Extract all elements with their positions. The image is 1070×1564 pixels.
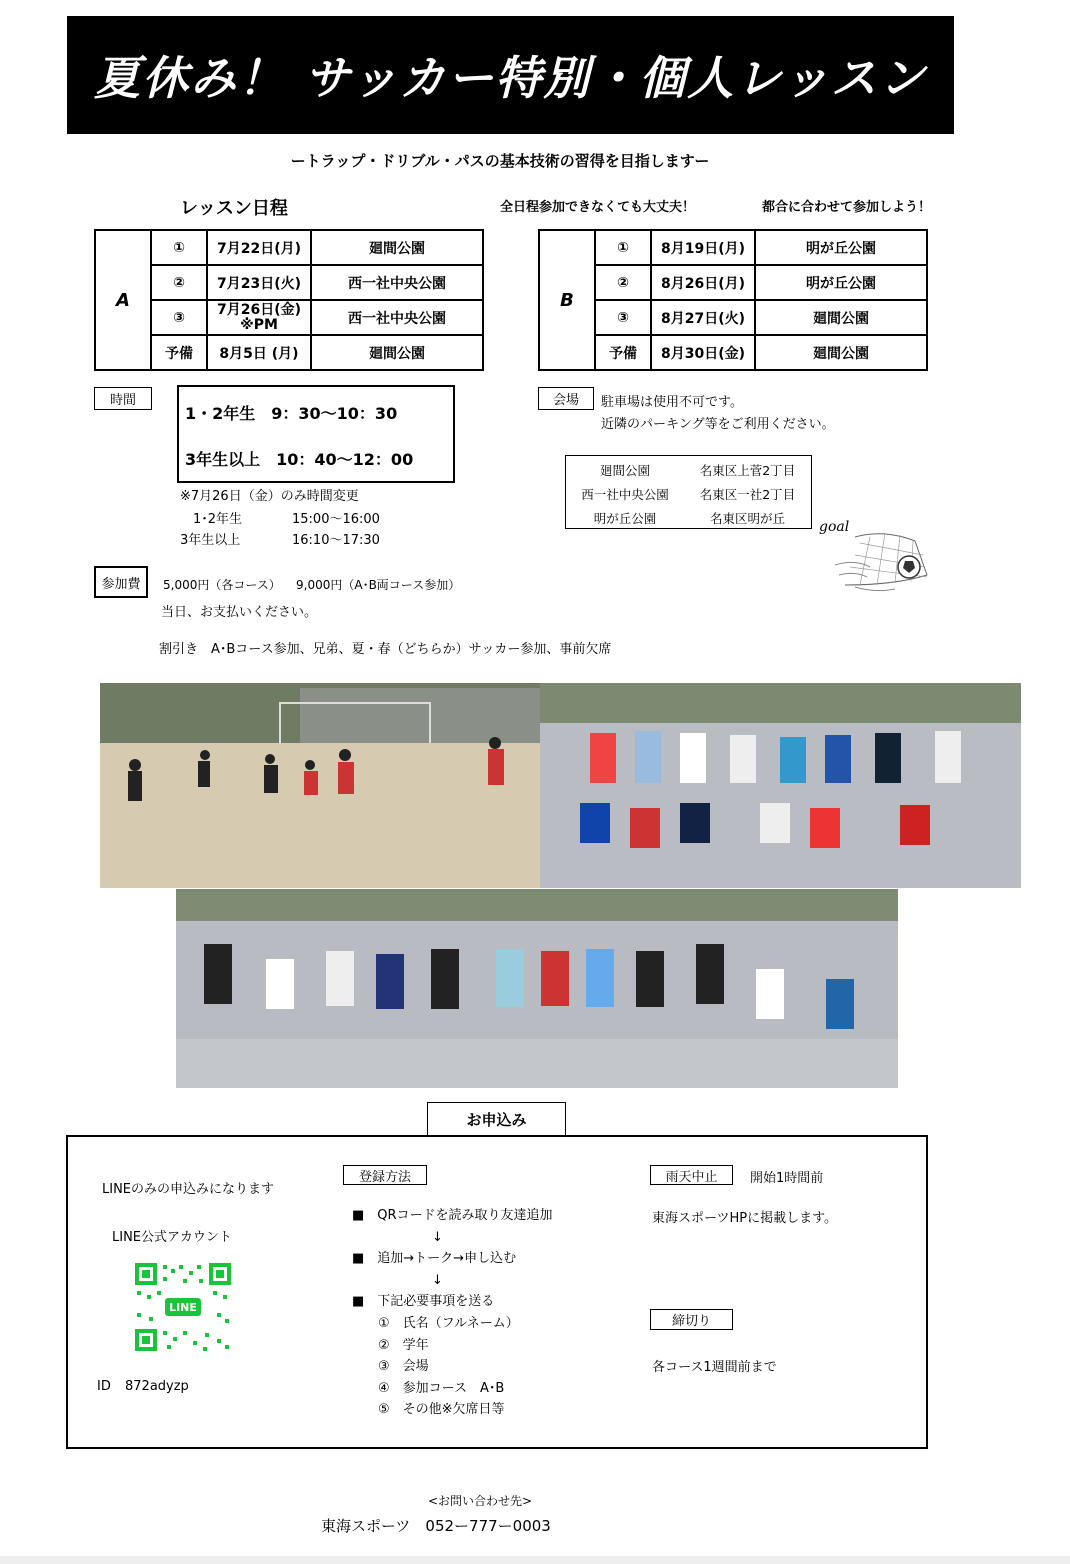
method-steps [352, 1205, 553, 1421]
photo-practice-game [100, 683, 540, 888]
apply-title: お申込み [427, 1102, 566, 1136]
venue-label: 会場 [538, 387, 594, 410]
course-a-date-1: 7月22日(月) [207, 230, 311, 265]
course-b-table [538, 229, 928, 371]
time-change-time-1: 15:00～16:00 [292, 512, 380, 527]
course-a-no-3: ③ [151, 300, 207, 335]
step-2: ■ 追加→トーク→申し込む [352, 1251, 517, 1267]
apply-line-account: LINE公式アカウント [112, 1230, 232, 1245]
apply-id-label: ID [97, 1379, 111, 1394]
fee-label: 参加費 [94, 566, 148, 598]
time-line-1: 1・2年生 9：30～10：30 [185, 404, 398, 423]
schedule-heading: レッスン日程 [180, 198, 288, 219]
required-item-4: ④ 参加コース A･B [378, 1380, 505, 1396]
deadline-label: 締切り [650, 1309, 733, 1330]
required-item-5: ⑤ その他※欠席日等 [378, 1402, 505, 1418]
qr-line-label: LINE [165, 1298, 201, 1316]
fee-price-1: 5,000円（各コース） [163, 578, 281, 592]
time-change-note: ※7月26日（金）のみ時間変更 [180, 489, 359, 504]
venue-note-2: 近隣のパーキング等をご利用ください。 [601, 417, 835, 432]
subtitle: ートラップ・ドリブル・パスの基本技術の習得を目指しますー [290, 152, 710, 170]
time-line-2: 3年生以上 10：40～12：00 [185, 450, 414, 469]
venue-park-1: 廻間公園 [599, 463, 650, 478]
course-a-no-4: 予備 [151, 335, 207, 370]
venue-address-2: 名東区一社2丁目 [699, 487, 796, 502]
contact-name-phone: 東海スポーツ 052ー777ー0003 [321, 1517, 551, 1535]
method-label: 登録方法 [343, 1165, 427, 1185]
course-a-table [94, 229, 484, 371]
photo-group-1 [540, 683, 1021, 888]
rain-time: 開始1時間前 [750, 1171, 824, 1186]
course-a-place-3: 西一社中央公園 [311, 300, 483, 335]
course-a-date-4: 8月5日 (月) [207, 335, 311, 370]
fee-discount: 割引き A･Bコース参加、兄弟、夏・春（どちらか）サッカー参加、事前欠席 [159, 642, 612, 657]
venue-table [566, 458, 811, 530]
step-arrow-1: ↓ [432, 1229, 443, 1245]
course-b-label: B [539, 230, 595, 370]
bottom-divider [0, 1556, 1070, 1564]
venue-note-1: 駐車場は使用不可です。 [601, 395, 743, 410]
course-b-place-1: 明が丘公園 [755, 230, 927, 265]
venue-table-box [565, 455, 812, 529]
goal-net-icon [815, 515, 935, 595]
time-label: 時間 [94, 387, 152, 410]
course-b-place-4: 廻間公園 [755, 335, 927, 370]
step-1: ■ QRコードを読み取り友達追加 [352, 1208, 553, 1223]
course-a-no-1: ① [151, 230, 207, 265]
photo-group-2 [176, 889, 898, 1088]
course-b-no-2: ② [595, 265, 651, 300]
venue-park-2: 西一社中央公園 [581, 487, 669, 502]
course-b-place-2: 明が丘公園 [755, 265, 927, 300]
time-box [177, 385, 455, 483]
course-b-no-3: ③ [595, 300, 651, 335]
required-item-2: ② 学年 [378, 1337, 429, 1353]
line-qr-code[interactable] [133, 1261, 233, 1353]
venue-address-3: 名東区明が丘 [709, 511, 785, 526]
required-item-3: ③ 会場 [378, 1359, 429, 1375]
course-b-date-4: 8月30日(金) [651, 335, 755, 370]
rain-label: 雨天中止 [650, 1165, 733, 1185]
venue-park-3: 明が丘公園 [593, 511, 657, 526]
deadline-note: 各コース1週間前まで [652, 1360, 777, 1375]
contact-label: <お問い合わせ先> [428, 1494, 533, 1508]
course-a-label: A [95, 230, 151, 370]
time-change-grade-1: 1･2年生 [193, 512, 243, 527]
course-a-date-2: 7月23日(火) [207, 265, 311, 300]
course-b-no-4: 予備 [595, 335, 651, 370]
course-b-date-2: 8月26日(月) [651, 265, 755, 300]
apply-id-value: 872adyzp [125, 1379, 189, 1394]
step-3: ■ 下記必要事項を送る [352, 1294, 495, 1310]
apply-line-only: LINEのみの申込みになります [102, 1182, 275, 1197]
step-arrow-2: ↓ [432, 1272, 443, 1288]
course-b-no-1: ① [595, 230, 651, 265]
course-a-no-2: ② [151, 265, 207, 300]
page-title: 夏休み！ サッカー特別・個人レッスン [67, 16, 954, 134]
goal-illustration [815, 515, 935, 595]
schedule-note-1: 全日程参加できなくても大丈夫！ [500, 200, 696, 215]
time-change-grade-2: 3年生以上 [180, 533, 241, 548]
course-a-place-4: 廻間公園 [311, 335, 483, 370]
time-change-time-2: 16:10～17:30 [292, 533, 380, 548]
goal-logo-text: goal [819, 519, 850, 535]
rain-note: 東海スポーツHPに掲載します。 [652, 1211, 838, 1226]
fee-pay-note: 当日、お支払いください。 [161, 605, 318, 620]
course-a-date-3: 7月26日(金) ※PM [207, 300, 311, 335]
schedule-note-2: 都合に合わせて参加しよう！ [762, 200, 932, 215]
fee-price-2: 9,000円（A･B両コース参加） [296, 578, 461, 592]
required-item-1: ① 氏名（フルネーム） [378, 1315, 519, 1331]
venue-address-1: 名東区上菅2丁目 [699, 463, 796, 478]
course-a-place-1: 廻間公園 [311, 230, 483, 265]
course-b-place-3: 廻間公園 [755, 300, 927, 335]
course-b-date-1: 8月19日(月) [651, 230, 755, 265]
course-b-date-3: 8月27日(火) [651, 300, 755, 335]
course-a-place-2: 西一社中央公園 [311, 265, 483, 300]
